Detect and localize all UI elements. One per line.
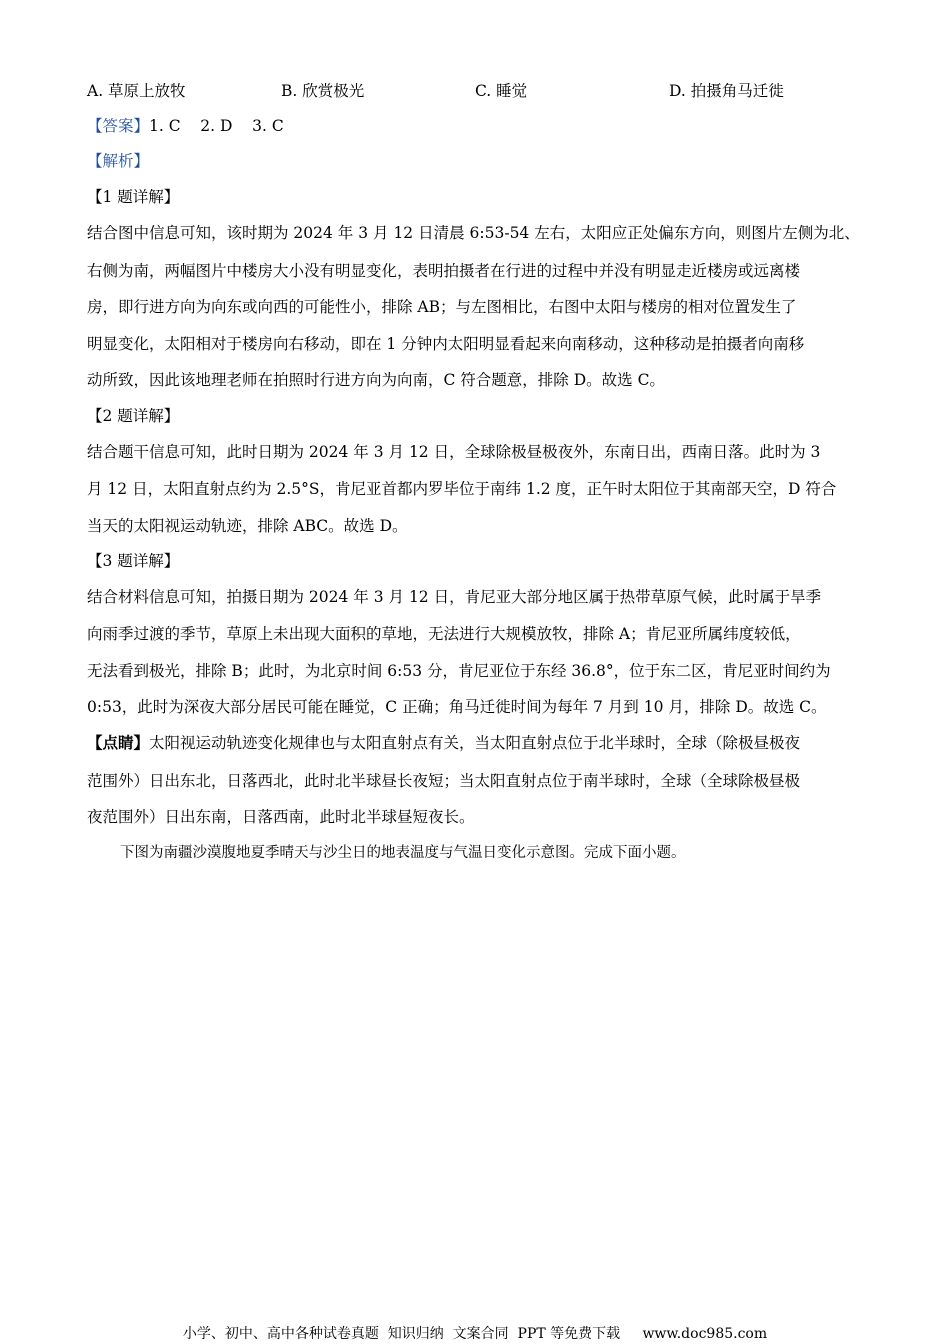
- tip-line: 范围外）日出东北，日落西北，此时北半球昼长夜短；当太阳直射点位于南半球时，全球（全球除极昼极: [87, 772, 801, 790]
- q3-line: 0:53，此时为深夜大部分居民可能在睡觉，C 正确；角马迁徙时间为每年 7 月到 10 月，排除 D。故选 C。: [87, 698, 827, 716]
- tip-text: 太阳视运动轨迹变化规律也与太阳直射点有关，当太阳直射点位于北半球时，全球（除极昼极夜: [149, 734, 801, 752]
- tip-line: 夜范围外）日出东南，日落西南，此时北半球昼短夜长。: [87, 808, 475, 826]
- option-a: A. 草原上放牧: [87, 82, 186, 100]
- q1-line: 明显变化，太阳相对于楼房向右移动，即在 1 分钟内太阳明显看起来向南移动，这种移动是拍摄者向南移: [87, 335, 805, 353]
- option-d: D. 拍摄角马迁徙: [669, 82, 784, 100]
- q3-line: 结合材料信息可知，拍摄日期为 2024 年 3 月 12 日，肯尼亚大部分地区属于热带草原气候，此时属于旱季: [87, 588, 822, 606]
- tip-tag: 【点睛】: [87, 733, 150, 752]
- q1-line: 结合图中信息可知，该时期为 2024 年 3 月 12 日清晨 6:53-54 左右，太阳应正处偏东方向，则图片左侧为北、: [87, 224, 860, 242]
- option-c: C. 睡觉: [475, 82, 528, 100]
- q3-line: 向雨季过渡的季节，草原上未出现大面积的草地，无法进行大规模放牧，排除 A；肯尼亚所属纬度较低，: [87, 625, 801, 643]
- q1-line: 动所致，因此该地理老师在拍照时行进方向为向南，C 符合题意，排除 D。故选 C。: [87, 371, 665, 389]
- q1-heading: 【1 题详解】: [87, 188, 180, 206]
- q2-line: 当天的太阳视运动轨迹，排除 ABC。故选 D。: [87, 517, 408, 535]
- analysis-tag: 【解析】: [87, 152, 150, 170]
- option-b: B. 欣赏极光: [281, 82, 365, 100]
- q2-line: 月 12 日，太阳直射点约为 2.5°S，肯尼亚首都内罗毕位于南纬 1.2 度，正午时太阳位于其南部天空，D 符合: [87, 480, 837, 498]
- q2-line: 结合题干信息可知，此时日期为 2024 年 3 月 12 日，全球除极昼极夜外，东南日出，西南日落。此时为 3: [87, 443, 821, 461]
- next-question-intro: 下图为南疆沙漠腹地夏季晴天与沙尘日的地表温度与气温日变化示意图。完成下面小题。: [120, 845, 686, 861]
- page-footer: 小学、初中、高中各种试卷真题 知识归纳 文案合同 PPT 等免费下载 www.doc985.com: [182, 1326, 768, 1342]
- q1-line: 右侧为南，两幅图片中楼房大小没有明显变化，表明拍摄者在行进的过程中并没有明显走近楼房或远离楼: [87, 262, 801, 280]
- answer-text: 1. C 2. D 3. C: [149, 117, 284, 135]
- answer-line: [87, 116, 284, 136]
- q3-line: 无法看到极光，排除 B；此时，为北京时间 6:53 分，肯尼亚位于东经 36.8°，位于东二区，肯尼亚时间约为: [87, 662, 831, 680]
- answer-tag: 【答案】: [87, 117, 150, 135]
- q3-heading: 【3 题详解】: [87, 552, 180, 570]
- q2-heading: 【2 题详解】: [87, 407, 180, 425]
- q1-line: 房，即行进方向为向东或向西的可能性小，排除 AB；与左图相比，右图中太阳与楼房的相对位置发生了: [87, 298, 797, 316]
- tip-line: [87, 733, 800, 753]
